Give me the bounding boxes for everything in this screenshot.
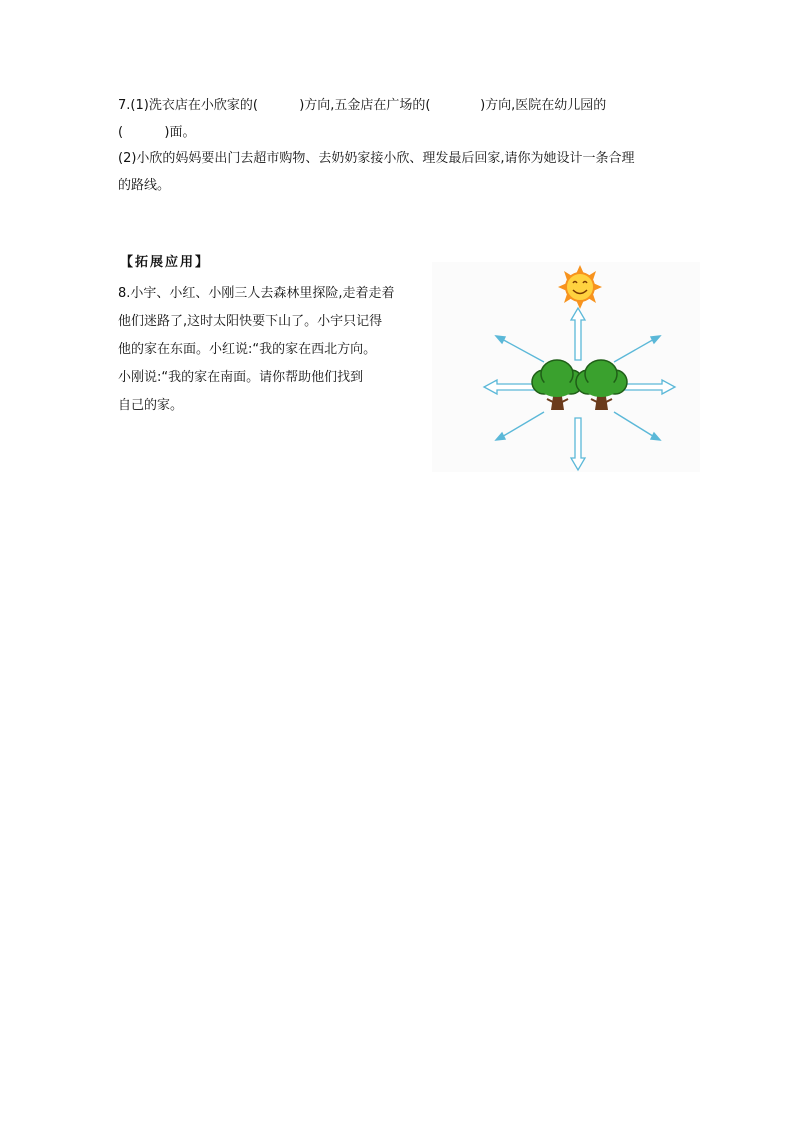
q7-part2-line1: (2)小欣的妈妈要出门去超市购物、去奶奶家接小欣、理发最后回家,请你为她设计一条合理	[118, 151, 635, 166]
tree-icon	[576, 360, 627, 410]
direction-figure	[432, 262, 700, 472]
arrow-north-icon	[571, 308, 585, 360]
direction-diagram	[432, 262, 700, 472]
sun-icon	[558, 265, 602, 309]
q7-part1-line2: ( )面。	[118, 125, 196, 140]
q7-part2-line2: 的路线。	[118, 178, 171, 193]
q7-part1-line1: 7.(1)洗衣店在小欣家的( )方向,五金店在广场的( )方向,医院在幼儿园的	[118, 98, 607, 113]
q8-text-line: 他的家在东面。小红说:“我的家在西北方向。	[118, 342, 377, 357]
q8-text-line: 自己的家。	[118, 398, 184, 413]
arrow-south-icon	[571, 418, 585, 470]
q8-text-line: 8.小宇、小红、小刚三人去森林里探险,走着走着	[118, 286, 395, 301]
q8-text-line: 他们迷路了,这时太阳快要下山了。小宇只记得	[118, 314, 383, 329]
arrow-west-icon	[484, 380, 535, 394]
tree-icon	[532, 360, 583, 410]
section-heading: 【拓展应用】	[120, 255, 211, 270]
arrow-east-icon	[624, 380, 675, 394]
q8-text-line: 小刚说:“我的家在南面。请你帮助他们找到	[118, 370, 364, 385]
